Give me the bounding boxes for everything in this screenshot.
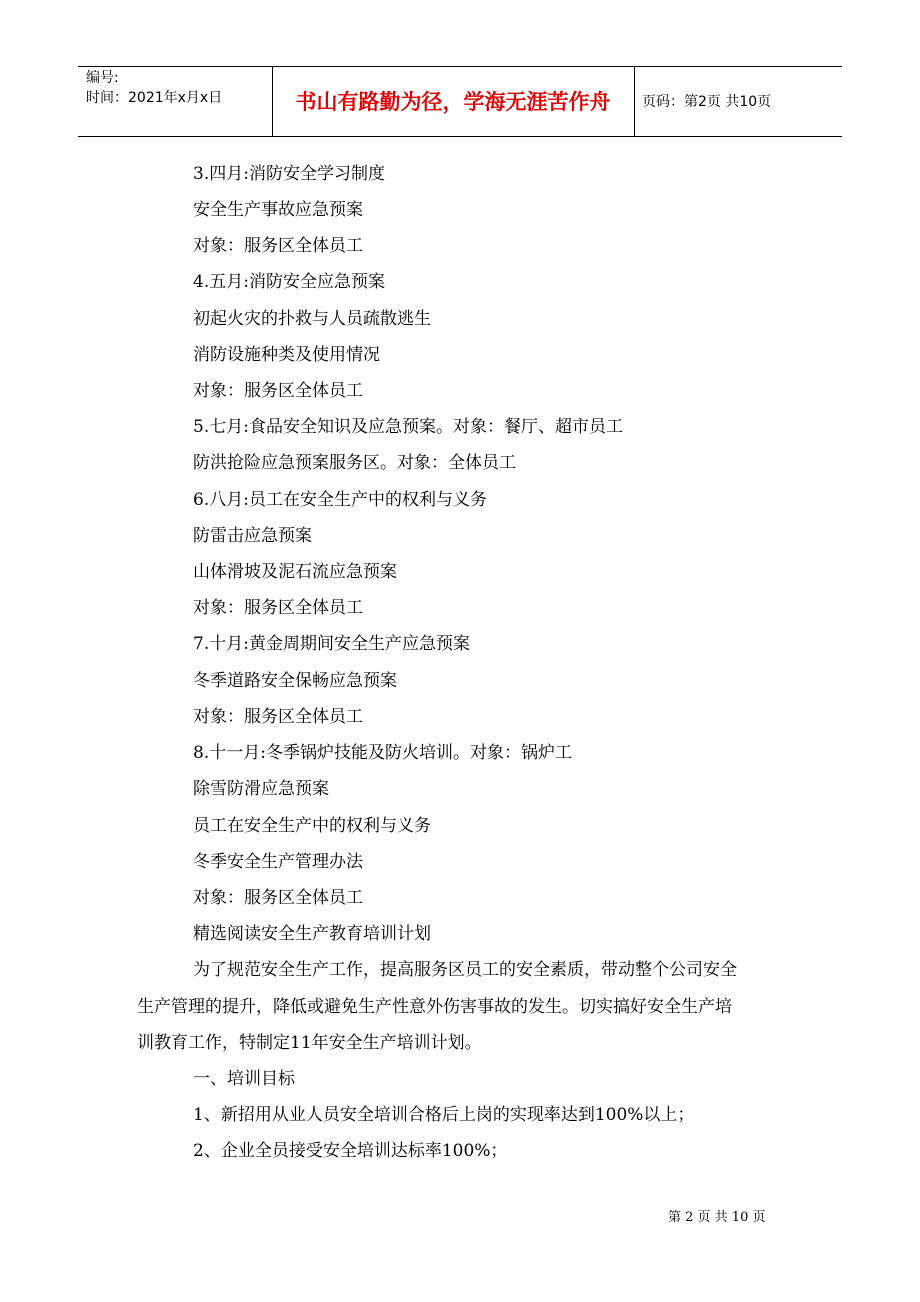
text-line: 7.十月:黄金周期间安全生产应急预案 <box>193 634 470 654</box>
text-line: 对象：服务区全体员工 <box>193 236 363 256</box>
text-line: 冬季道路安全保畅应急预案 <box>193 671 397 691</box>
section-heading: 一、培训目标 <box>193 1069 295 1089</box>
text-line: 6.八月:员工在安全生产中的权利与义务 <box>193 490 487 510</box>
paragraph-line: 生产管理的提升，降低或避免生产性意外伤害事故的发生。切实搞好安全生产培 <box>137 997 732 1017</box>
text-line: 对象：服务区全体员工 <box>193 888 363 908</box>
text-line: 4.五月:消防安全应急预案 <box>193 272 385 292</box>
serial-label: 编号: <box>86 70 119 86</box>
text-line: 防洪抢险应急预案服务区。对象：全体员工 <box>193 453 516 473</box>
text-line: 8.十一月:冬季锅炉技能及防火培训。对象：锅炉工 <box>193 743 572 763</box>
text-line: 1、新招用从业人员安全培训合格后上岗的实现率达到100%以上； <box>193 1105 695 1125</box>
text-line: 对象：服务区全体员工 <box>193 381 363 401</box>
text-line: 消防设施种类及使用情况 <box>193 345 380 365</box>
paragraph-line: 训教育工作，特制定11年安全生产培训计划。 <box>137 1033 482 1053</box>
page-footer: 第 2 页 共 10 页 <box>668 1210 766 1225</box>
text-line: 5.七月:食品安全知识及应急预案。对象：餐厅、超市员工 <box>193 417 623 437</box>
text-line: 3.四月:消防安全学习制度 <box>193 164 385 184</box>
text-line: 初起火灾的扑救与人员疏散逃生 <box>193 309 431 329</box>
text-line: 山体滑坡及泥石流应急预案 <box>193 562 397 582</box>
header-page-info: 页码：第2页 共10页 <box>642 94 772 110</box>
paragraph-line: 为了规范安全生产工作，提高服务区员工的安全素质，带动整个公司安全 <box>193 960 737 980</box>
text-line: 对象：服务区全体员工 <box>193 598 363 618</box>
text-line: 员工在安全生产中的权利与义务 <box>193 816 431 836</box>
text-line: 防雷击应急预案 <box>193 526 312 546</box>
header-motto: 书山有路勤为径，学海无涯苦作舟 <box>295 89 611 114</box>
text-line: 对象：服务区全体员工 <box>193 707 363 727</box>
text-line: 精选阅读安全生产教育培训计划 <box>193 924 431 944</box>
time-label: 时间：2021年x月x日 <box>86 90 223 106</box>
text-line: 安全生产事故应急预案 <box>193 200 363 220</box>
text-line: 冬季安全生产管理办法 <box>193 852 363 872</box>
text-line: 除雪防滑应急预案 <box>193 779 329 799</box>
text-line: 2、企业全员接受安全培训达标率100%； <box>193 1141 508 1161</box>
